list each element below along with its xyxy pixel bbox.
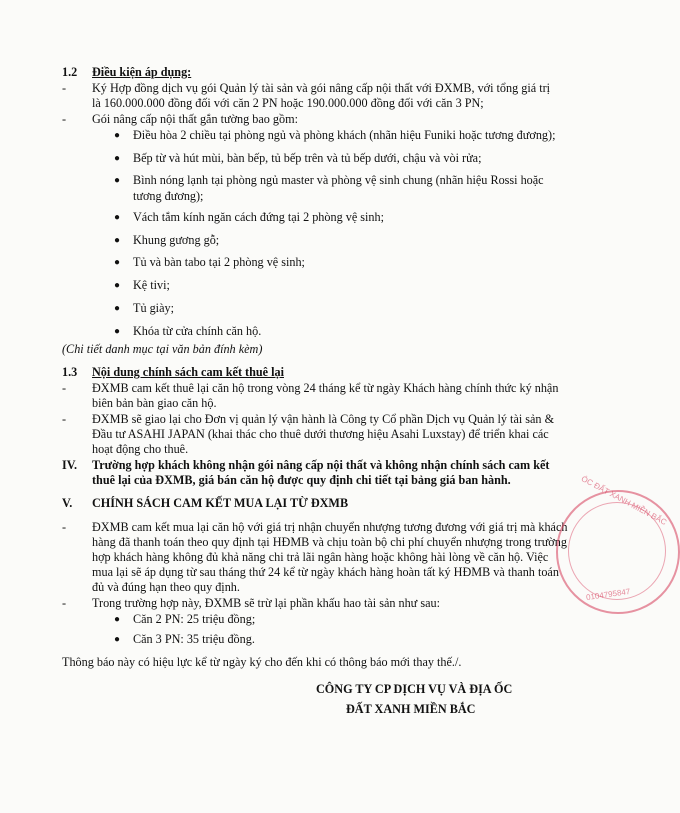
section-iv-line1: Trường hợp khách không nhận gói nâng cấp nội thất và không nhận chính sách cam kết — [92, 458, 550, 472]
list-item-continuation: tương đương); — [133, 189, 204, 203]
section-1-3-number: 1.3 — [62, 365, 78, 379]
section-1-2-item2: Gói nâng cấp nội thất gắn tường bao gồm: — [92, 112, 298, 126]
section-1-2-item1-line2: là 160.000.000 đồng đối với căn 2 PN hoặc 190.000.000 đồng đối với căn 3 PN; — [92, 96, 484, 110]
section-1-2-item1-line1: Ký Hợp đồng dịch vụ gói Quản lý tài sản và gói nâng cấp nội thất với ĐXMB, với tổng giá trị — [92, 81, 551, 95]
dash-marker: - — [62, 81, 67, 95]
list-item: Căn 3 PN: 35 triệu đồng. — [133, 632, 255, 646]
bullet-icon: ● — [114, 153, 121, 164]
bullet-icon: ● — [114, 280, 121, 291]
section-v-title: CHÍNH SÁCH CAM KẾT MUA LẠI TỪ ĐXMB — [92, 496, 349, 510]
section-iv-number: IV. — [62, 458, 78, 472]
bullet-icon: ● — [114, 235, 121, 246]
dash-marker: - — [62, 112, 67, 126]
section-1-2-title: Điều kiện áp dụng: — [92, 65, 192, 79]
list-item: Bình nóng lạnh tại phòng ngủ master và phòng vệ sinh chung (nhãn hiệu Rossi hoặc — [133, 173, 544, 187]
list-item: Điều hòa 2 chiều tại phòng ngủ và phòng khách (nhãn hiệu Funiki hoặc tương đương); — [133, 128, 556, 142]
list-item: Tủ và bàn tabo tại 2 phòng vệ sinh; — [133, 255, 305, 269]
list-item: Căn 2 PN: 25 triệu đồng; — [133, 612, 256, 626]
dash-marker: - — [62, 520, 67, 534]
list-item: Vách tắm kính ngăn cách đứng tại 2 phòng vệ sinh; — [133, 210, 384, 224]
stamp-number: 0104795847 — [585, 586, 631, 603]
signature-company-line1: CÔNG TY CP DỊCH VỤ VÀ ĐỊA ỐC — [316, 682, 513, 696]
bullet-icon: ● — [114, 175, 121, 186]
list-item: Khung gương gỗ; — [133, 233, 220, 247]
section-1-3-title: Nội dung chính sách cam kết thuê lại — [92, 365, 284, 379]
section-v-p1-line: mua lại sẽ áp dụng từ sau tháng thứ 24 kể từ ngày khách hàng hoàn tất ký HĐMB và thanh toán — [92, 565, 559, 579]
bullet-icon: ● — [114, 303, 121, 314]
section-v-number: V. — [62, 496, 73, 510]
company-seal-stamp — [556, 474, 680, 614]
bullet-icon: ● — [114, 326, 121, 337]
list-item: Khóa từ cửa chính căn hộ. — [133, 324, 262, 338]
dash-marker: - — [62, 412, 67, 426]
bullet-icon: ● — [114, 614, 121, 625]
section-1-3-item2-line3: hoạt động cho thuê. — [92, 442, 189, 456]
section-v-p1-line: ĐXMB cam kết mua lại căn hộ với giá trị nhận chuyển nhượng tương đương với giá trị mà khách — [92, 520, 568, 534]
dash-marker: - — [62, 381, 67, 395]
section-v-p2: Trong trường hợp này, ĐXMB sẽ trừ lại phần khấu hao tài sản như sau: — [92, 596, 440, 610]
list-item: Bếp từ và hút mùi, bàn bếp, tủ bếp trên và tủ bếp dưới, chậu và vòi rửa; — [133, 151, 482, 165]
section-iv-line2: thuê lại của ĐXMB, giá bán căn hộ được quy định chi tiết tại bảng giá ban hành. — [92, 473, 511, 487]
dash-marker: - — [62, 596, 67, 610]
section-1-3-item2-line1: ĐXMB sẽ giao lại cho Đơn vị quản lý vận hành là Công ty Cổ phần Dịch vụ Quản lý tài sản & — [92, 412, 555, 426]
section-v-p1-line: hàng đã thanh toán theo quy định tại HĐMB và chịu toàn bộ chi phí chuyển nhượng trong trường — [92, 535, 567, 549]
bullet-icon: ● — [114, 257, 121, 268]
section-1-3-item1-line2: biên bản bàn giao căn hộ. — [92, 396, 217, 410]
stamp-text: ÓC ĐẤT XANH MIỀN BẮC — [579, 474, 669, 527]
signature-company-line2: ĐẤT XANH MIỀN BẮC — [346, 702, 476, 716]
bullet-icon: ● — [114, 130, 121, 141]
section-1-2-note: (Chi tiết danh mục tại văn bản đính kèm) — [62, 342, 263, 356]
bullet-icon: ● — [114, 212, 121, 223]
section-1-3-item1-line1: ĐXMB cam kết thuê lại căn hộ trong vòng 24 tháng kể từ ngày Khách hàng chính thức ký nhận — [92, 381, 559, 395]
list-item: Kệ tivi; — [133, 278, 170, 292]
section-v-p1-line: đủ và đúng hạn theo quy định. — [92, 580, 240, 594]
closing-statement: Thông báo này có hiệu lực kể từ ngày ký cho đến khi có thông báo mới thay thế./. — [62, 655, 462, 669]
section-1-3-item2-line2: Đầu tư ASAHI JAPAN (khai thác cho thuê dưới thương hiệu Asahi Luxstay) để triển khai các — [92, 427, 549, 441]
section-1-2-number: 1.2 — [62, 65, 78, 79]
bullet-icon: ● — [114, 634, 121, 645]
section-v-p1-line: hợp khách hàng không đủ khả năng chi trả lãi ngân hàng hoặc không hài lòng về căn hộ. Việc — [92, 550, 549, 564]
list-item: Tủ giày; — [133, 301, 174, 315]
